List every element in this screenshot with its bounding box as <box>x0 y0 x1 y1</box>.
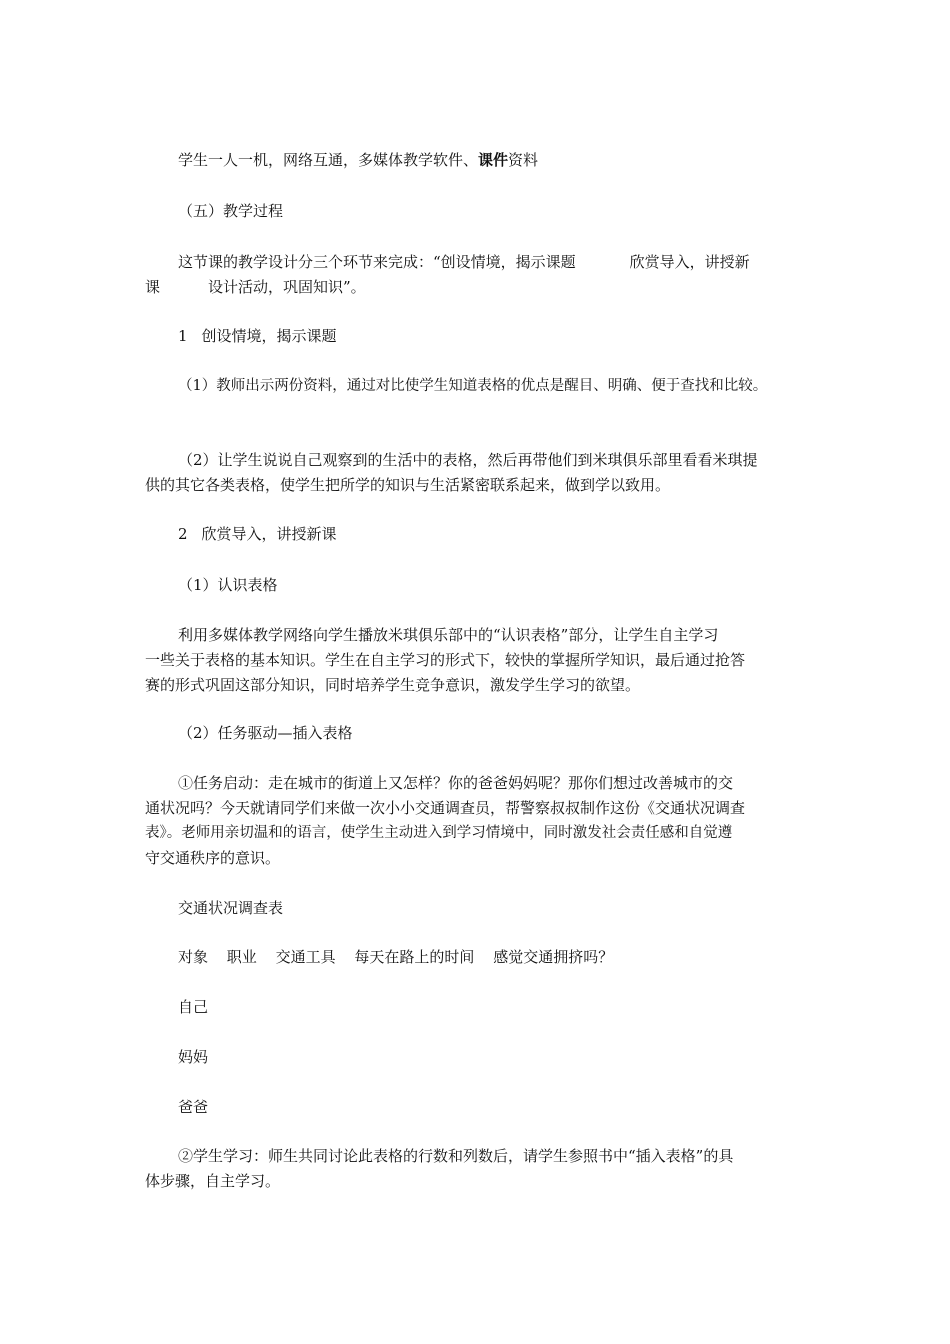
step2-heading <box>145 522 848 547</box>
survey-header-cell: 每天在路上的时间 <box>354 948 475 966</box>
survey-row-label: 爸爸 <box>178 1098 209 1116</box>
survey-header-row <box>145 945 848 970</box>
survey-header-cell: 交通工具 <box>275 948 336 966</box>
paragraph-line: ②学生学习：师生共同讨论此表格的行数和列数后，请学生参照书中“插入表格”的具 <box>178 1147 734 1165</box>
step2-sub1-body <box>145 623 815 698</box>
paragraph-line: 供的其它各类表格，使学生把所学的知识与生活紧密联系起来，做到学以致用。 <box>145 476 671 494</box>
paragraph-line: 表》。老师用亲切温和的语言，使学生主动进入到学习情境中，同时激发社会责任感和自觉遵 <box>145 825 733 841</box>
overview-paragraph <box>145 250 815 300</box>
step2-sub1-heading: （1）认识表格 <box>178 576 278 594</box>
step1-title: 创设情境，揭示课题 <box>201 327 337 345</box>
materials-text: 学生一人一机，网络互通，多媒体教学软件、 <box>178 151 479 169</box>
survey-title: 交通状况调查表 <box>178 899 284 917</box>
paragraph-line: 赛的形式巩固这部分知识，同时培养学生竞争意识，激发学生学习的欲望。 <box>145 676 641 694</box>
step2-sub2-heading: （2）任务驱动—插入表格 <box>178 724 353 742</box>
step2-number: 2 <box>178 525 188 543</box>
survey-header-cell: 对象 <box>178 948 209 966</box>
step1-heading <box>145 324 848 349</box>
paragraph-line: 一些关于表格的基本知识。学生在自主学习的形式下，较快的掌握所学知识，最后通过抢答 <box>145 651 746 669</box>
overview-part4: 设计活动，巩固知识”。 <box>208 278 366 296</box>
step1-item2 <box>145 448 815 498</box>
overview-part3: 课 <box>145 278 161 296</box>
survey-header-cell: 职业 <box>226 948 257 966</box>
task-start-paragraph <box>145 771 815 871</box>
step1-item1: （1）教师出示两份资料，通过对比使学生知道表格的优点是醒目、明确、便于查找和比较。 <box>178 378 768 394</box>
paragraph-line: 体步骤，自主学习。 <box>145 1172 281 1190</box>
survey-header-cell: 感觉交通拥挤吗？ <box>493 948 614 966</box>
survey-row-label: 妈妈 <box>178 1048 209 1066</box>
section-heading: （五）教学过程 <box>178 202 284 220</box>
paragraph-line: （2）让学生说说自己观察到的生活中的表格，然后再带他们到米琪俱乐部里看看米琪提 <box>178 451 758 469</box>
materials-paragraph <box>145 148 848 173</box>
materials-bold-text: 课件 <box>478 151 509 169</box>
overview-part1: 这节课的教学设计分三个环节来完成：“创设情境，揭示课题 <box>178 253 576 271</box>
materials-text-end: 资料 <box>508 151 539 169</box>
paragraph-line: 利用多媒体教学网络向学生播放米琪俱乐部中的“认识表格”部分，让学生自主学习 <box>178 626 719 644</box>
step2-title: 欣赏导入，讲授新课 <box>201 525 337 543</box>
paragraph-line: 守交通秩序的意识。 <box>145 849 281 867</box>
paragraph-line: 通状况吗？今天就请同学们来做一次小小交通调查员，帮警察叔叔制作这份《交通状况调查 <box>145 799 746 817</box>
overview-part2: 欣赏导入，讲授新 <box>629 253 750 271</box>
survey-row-label: 自己 <box>178 998 209 1016</box>
step1-number: 1 <box>178 327 188 345</box>
student-learning-paragraph <box>145 1144 815 1194</box>
paragraph-line: ①任务启动：走在城市的街道上又怎样？你的爸爸妈妈呢？那你们想过改善城市的交 <box>178 774 734 792</box>
